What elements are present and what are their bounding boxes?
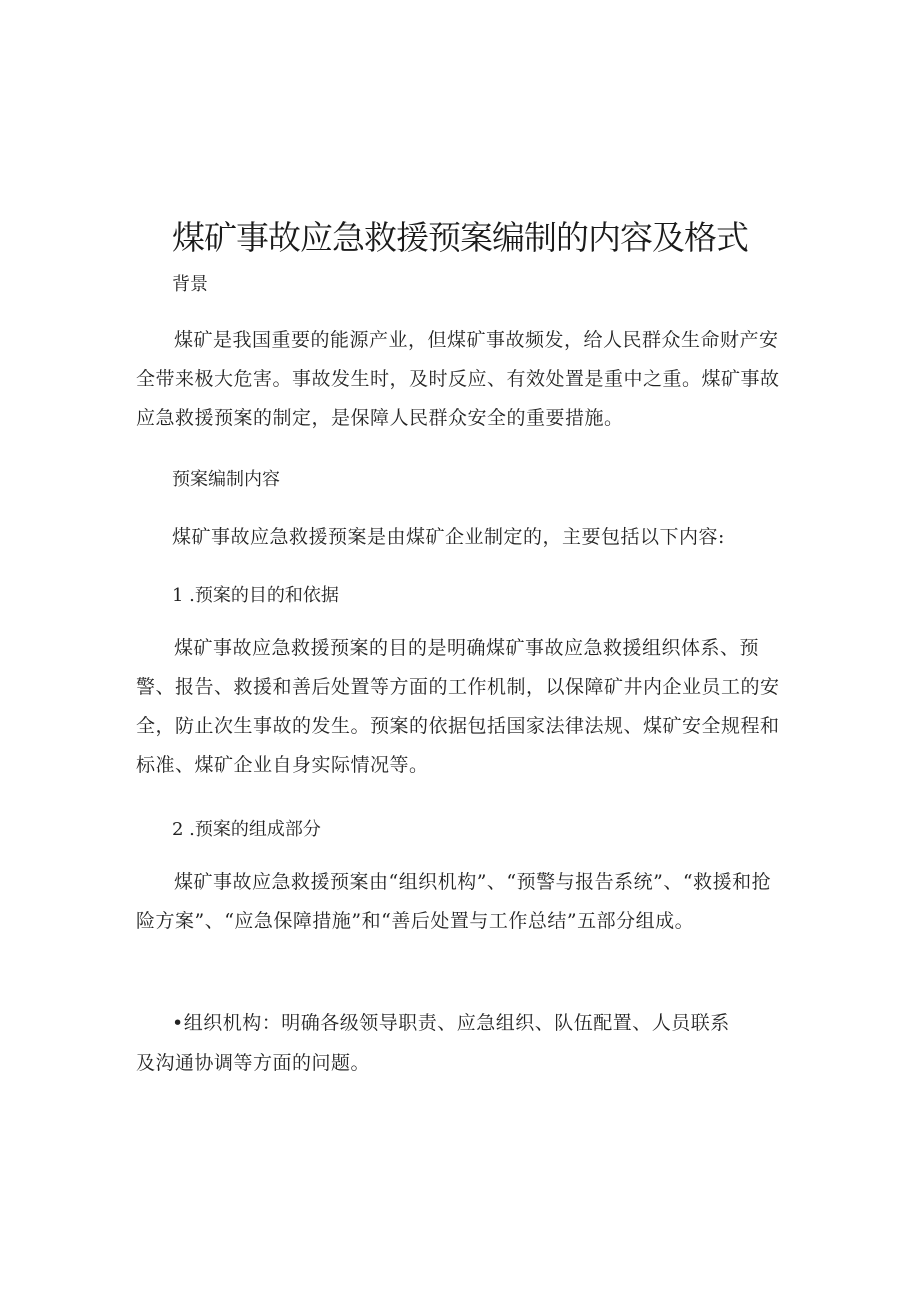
section-heading-content: 预案编制内容 [172,469,280,490]
section-heading-background: 背景 [172,274,208,295]
bullet-item-line-2: 及沟通协调等方面的问题。 [136,1052,371,1074]
bullet-item-line-1: •组织机构：明确各级领导职责、应急组织、队伍配置、人员联系 [172,1012,730,1034]
document-title: 煤矿事故应急救援预案编制的内容及格式 [172,218,748,257]
paragraph-section-1: 煤矿事故应急救援预案的目的是明确煤矿事故应急救援组织体系、预警、报告、救援和善后处置等方面的工作机制，以保障矿井内企业员工的安全，防止次生事故的发生。预案的依据包括国家法律法规、煤矿安全规程和标准、煤矿企业自身实际情况等。 [136,637,780,776]
paragraph-section-2: 煤矿事故应急救援预案由“组织机构”、“预警与报告系统”、“救援和抢险方案”、“应急保障措施”和“善后处置与工作总结”五部分组成。 [136,871,772,932]
paragraph-content-intro: 煤矿事故应急救援预案是由煤矿企业制定的，主要包括以下内容: [172,526,725,548]
subsection-heading-1: 1 .预案的目的和依据 [172,585,339,606]
subsection-heading-2: 2 .预案的组成部分 [172,819,321,840]
paragraph-background: 煤矿是我国重要的能源产业，但煤矿事故频发，给人民群众生命财产安全带来极大危害。事故发生时，及时反应、有效处置是重中之重。煤矿事故应急救援预案的制定，是保障人民群众安全的重要措施。 [136,329,780,429]
